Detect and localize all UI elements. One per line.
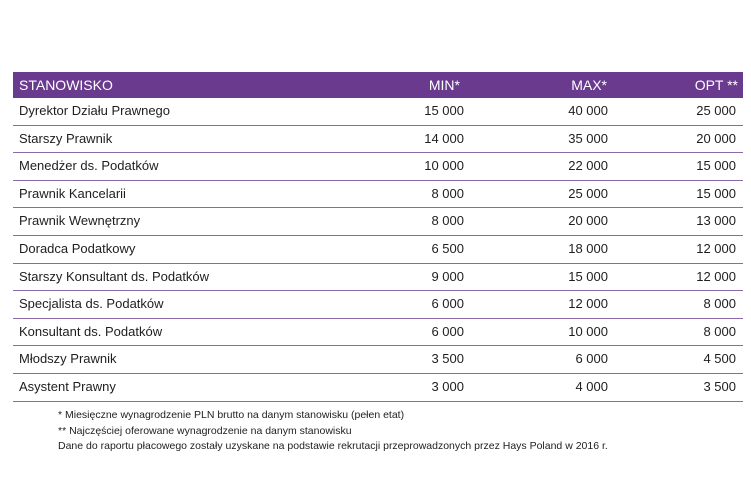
header-min: MIN*: [428, 77, 460, 93]
cell-min: 9 000: [431, 268, 464, 284]
header-max: MAX*: [571, 77, 607, 93]
cell-position: Starszy Prawnik: [19, 130, 113, 146]
table-row: [13, 153, 743, 181]
cell-min: 15 000: [424, 103, 464, 118]
cell-min: 3 500: [431, 351, 464, 367]
cell-position: Menedżer ds. Podatków: [19, 158, 159, 174]
cell-min: 6 000: [431, 296, 464, 312]
cell-max: 18 000: [568, 240, 608, 256]
cell-opt: 4 500: [703, 351, 736, 367]
cell-position: Młodszy Prawnik: [19, 351, 117, 367]
table-header: [13, 72, 743, 98]
footnote-min-max: * Miesięczne wynagrodzenie PLN brutto na danym stanowisku (pełen etat): [58, 409, 405, 421]
salary-table: [13, 72, 743, 402]
cell-opt: 8 000: [703, 296, 736, 312]
table-row: [13, 208, 743, 236]
table-body: [13, 98, 743, 402]
footnote-opt: ** Najczęściej oferowane wynagrodzenie na danym stanowisku: [58, 424, 352, 437]
cell-opt: 15 000: [696, 158, 736, 174]
cell-min: 8 000: [431, 213, 464, 229]
cell-min: 14 000: [424, 130, 464, 146]
table-row: [13, 126, 743, 154]
header-opt: OPT **: [694, 77, 738, 93]
table-row: [13, 291, 743, 319]
cell-min: 3 000: [431, 378, 464, 394]
cell-max: 12 000: [568, 296, 608, 312]
table-row: [13, 236, 743, 264]
cell-max: 15 000: [568, 268, 608, 284]
cell-max: 10 000: [568, 323, 608, 339]
cell-max: 20 000: [568, 213, 608, 229]
cell-opt: 12 000: [696, 240, 736, 256]
cell-max: 40 000: [568, 103, 608, 118]
cell-max: 6 000: [575, 351, 608, 367]
cell-opt: 3 500: [703, 378, 736, 394]
table-row: [13, 264, 743, 292]
footnotes: [58, 408, 608, 455]
table-row: [13, 374, 743, 402]
table-row: [13, 181, 743, 209]
cell-position: Konsultant ds. Podatków: [19, 323, 163, 339]
table-row: [13, 98, 743, 126]
cell-min: 10 000: [424, 158, 464, 174]
cell-min: 8 000: [431, 185, 464, 201]
cell-min: 6 000: [431, 323, 464, 339]
cell-opt: 15 000: [696, 185, 736, 201]
cell-min: 6 500: [431, 240, 464, 256]
header-position: STANOWISKO: [19, 77, 113, 93]
cell-position: Prawnik Wewnętrzny: [19, 213, 141, 229]
cell-max: 22 000: [568, 158, 608, 174]
cell-max: 35 000: [568, 130, 608, 146]
table-row: [13, 319, 743, 347]
cell-position: Prawnik Kancelarii: [19, 185, 126, 201]
cell-opt: 25 000: [696, 103, 736, 118]
cell-opt: 12 000: [696, 268, 736, 284]
cell-position: Doradca Podatkowy: [19, 240, 136, 256]
cell-max: 25 000: [568, 185, 608, 201]
cell-max: 4 000: [575, 378, 608, 394]
table-row: [13, 346, 743, 374]
footnote-source: Dane do raportu płacowego zostały uzyskane na podstawie rekrutacji przeprowadzonych przez Hays Poland w 2016 r.: [58, 440, 608, 452]
cell-opt: 8 000: [703, 323, 736, 339]
cell-position: Asystent Prawny: [19, 378, 116, 394]
cell-position: Specjalista ds. Podatków: [19, 296, 164, 312]
cell-opt: 20 000: [696, 130, 736, 146]
cell-position: Starszy Konsultant ds. Podatków: [19, 268, 210, 284]
cell-opt: 13 000: [696, 213, 736, 229]
cell-position: Dyrektor Działu Prawnego: [19, 103, 171, 118]
